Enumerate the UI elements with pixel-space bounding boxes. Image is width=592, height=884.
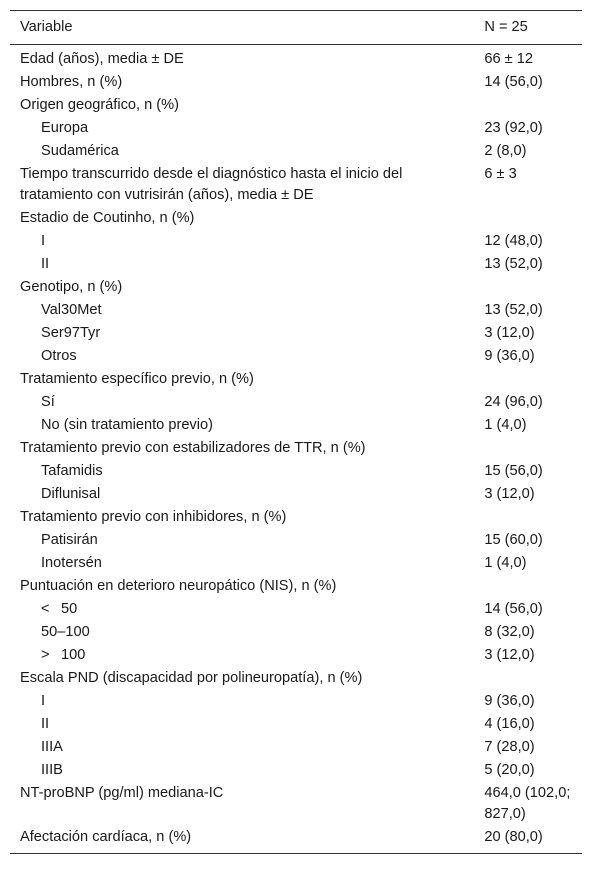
row-variable-cell xyxy=(10,598,474,621)
row-label: IIIB xyxy=(41,762,63,778)
row-value-cell xyxy=(474,506,582,529)
row-label: 50 xyxy=(61,601,78,617)
row-label: IIIA xyxy=(41,739,63,755)
row-label-wrap xyxy=(20,254,49,275)
row-label-wrap xyxy=(20,97,179,113)
row-comparison-symbol: > xyxy=(41,647,50,663)
table-row xyxy=(10,163,582,207)
table-body xyxy=(10,45,582,854)
row-variable-cell xyxy=(10,460,474,483)
row-value-cell: 3 (12,0) xyxy=(484,486,535,502)
table-row xyxy=(10,391,582,414)
table-header-row xyxy=(10,11,582,45)
row-value-cell: 7 (28,0) xyxy=(484,739,535,755)
row-label-wrap xyxy=(20,553,102,574)
row-variable-cell xyxy=(10,826,474,854)
table-row xyxy=(10,437,582,460)
row-value-cell: 23 (92,0) xyxy=(484,120,543,136)
table-row xyxy=(10,621,582,644)
row-label: II xyxy=(41,256,50,272)
row-value-cell: 1 (4,0) xyxy=(484,417,527,433)
table-row xyxy=(10,94,582,117)
row-variable-cell xyxy=(10,690,474,713)
row-variable-cell xyxy=(10,414,474,437)
row-value-cell xyxy=(474,667,582,690)
row-variable-cell xyxy=(10,94,474,117)
row-variable-cell xyxy=(10,437,474,460)
row-value-cell: 4 (16,0) xyxy=(484,716,535,732)
row-label: Genotipo, n (%) xyxy=(20,279,123,295)
row-variable-cell xyxy=(10,140,474,163)
row-variable-cell xyxy=(10,276,474,299)
row-label-wrap xyxy=(20,509,286,525)
row-value-cell: 24 (96,0) xyxy=(484,394,543,410)
row-value-cell: 15 (56,0) xyxy=(484,463,543,479)
row-label-wrap xyxy=(20,691,45,712)
row-variable-cell xyxy=(10,529,474,552)
table-row xyxy=(10,759,582,782)
row-value-cell xyxy=(474,207,582,230)
row-comparison-symbol: < xyxy=(41,601,50,617)
table-row xyxy=(10,644,582,667)
row-label: Otros xyxy=(41,348,77,364)
table-row xyxy=(10,117,582,140)
row-label-wrap xyxy=(20,785,223,801)
row-label: Tratamiento previo con estabilizadores de TTR, n (%) xyxy=(20,440,366,456)
table-row xyxy=(10,598,582,621)
row-label-wrap xyxy=(20,210,194,226)
row-label-wrap xyxy=(20,599,77,620)
header-variable: Variable xyxy=(10,11,474,45)
row-value-cell xyxy=(474,276,582,299)
row-label-wrap xyxy=(20,714,49,735)
row-value-cell: 9 (36,0) xyxy=(484,693,535,709)
row-variable-cell xyxy=(10,667,474,690)
row-value-cell xyxy=(474,437,582,460)
row-label: Edad (años), media ± DE xyxy=(20,51,184,67)
table-row xyxy=(10,506,582,529)
row-label-wrap xyxy=(20,760,63,781)
row-label-wrap xyxy=(20,392,55,413)
table-row xyxy=(10,368,582,391)
table-row xyxy=(10,299,582,322)
row-value-cell: 6 ± 3 xyxy=(484,166,517,182)
row-variable-cell xyxy=(10,759,474,782)
row-label: Tratamiento previo con inhibidores, n (%) xyxy=(20,509,287,525)
row-label-wrap xyxy=(20,300,102,321)
row-label-wrap xyxy=(20,578,336,594)
row-label-wrap xyxy=(20,371,254,387)
row-label: Sí xyxy=(41,394,55,410)
row-label-wrap xyxy=(20,346,77,367)
row-variable-cell xyxy=(10,71,474,94)
table-row xyxy=(10,552,582,575)
table-row xyxy=(10,667,582,690)
row-variable-cell xyxy=(10,552,474,575)
row-variable-cell xyxy=(10,117,474,140)
row-value-cell: 464,0 (102,0; 827,0) xyxy=(484,785,571,822)
row-value-cell: 14 (56,0) xyxy=(484,74,543,90)
row-label-wrap xyxy=(20,141,119,162)
row-value-cell xyxy=(474,575,582,598)
row-label: Ser97Tyr xyxy=(41,325,101,341)
row-label-wrap xyxy=(20,440,366,456)
row-label: Hombres, n (%) xyxy=(20,74,123,90)
table-row xyxy=(10,414,582,437)
table-row xyxy=(10,276,582,299)
row-label: I xyxy=(41,233,46,249)
row-label-wrap xyxy=(20,622,90,643)
row-value-cell: 3 (12,0) xyxy=(484,325,535,341)
row-variable-cell xyxy=(10,163,474,207)
table-row xyxy=(10,826,582,854)
row-label: Diflunisal xyxy=(41,486,101,502)
row-variable-cell xyxy=(10,299,474,322)
row-label-wrap xyxy=(20,670,362,686)
row-label-wrap xyxy=(20,166,402,203)
row-variable-cell xyxy=(10,253,474,276)
row-label-wrap xyxy=(20,415,213,436)
row-label-wrap xyxy=(20,530,98,551)
row-value-cell: 66 ± 12 xyxy=(484,51,533,67)
row-value-cell xyxy=(474,368,582,391)
row-label: 100 xyxy=(61,647,86,663)
table-row xyxy=(10,782,582,826)
table-row xyxy=(10,45,582,72)
row-label: Patisirán xyxy=(41,532,98,548)
row-label-wrap xyxy=(20,74,122,90)
row-value-cell: 13 (52,0) xyxy=(484,302,543,318)
table-row xyxy=(10,483,582,506)
row-variable-cell xyxy=(10,621,474,644)
row-label: Inotersén xyxy=(41,555,102,571)
row-label-wrap xyxy=(20,737,63,758)
row-variable-cell xyxy=(10,45,474,72)
row-label-wrap xyxy=(20,829,191,845)
row-variable-cell xyxy=(10,345,474,368)
row-label: Tiempo transcurrido desde el diagnóstico hasta el inicio del tratamiento con vutrisirán (años), media ± DE xyxy=(20,166,403,203)
table-row xyxy=(10,140,582,163)
row-value-cell: 12 (48,0) xyxy=(484,233,543,249)
row-value-cell: 3 (12,0) xyxy=(484,647,535,663)
row-label: I xyxy=(41,693,46,709)
row-value-cell: 15 (60,0) xyxy=(484,532,543,548)
row-variable-cell xyxy=(10,506,474,529)
table-row xyxy=(10,207,582,230)
row-label-wrap xyxy=(20,323,100,344)
table-row xyxy=(10,230,582,253)
row-variable-cell xyxy=(10,322,474,345)
row-label-wrap xyxy=(20,231,45,252)
row-label: Tafamidis xyxy=(41,463,103,479)
row-variable-cell xyxy=(10,782,474,826)
row-variable-cell xyxy=(10,736,474,759)
row-label: Sudamérica xyxy=(41,143,119,159)
row-label: NT-proBNP (pg/ml) mediana-IC xyxy=(20,785,224,801)
table-row xyxy=(10,253,582,276)
row-variable-cell xyxy=(10,391,474,414)
table-row xyxy=(10,460,582,483)
row-label: Val30Met xyxy=(41,302,102,318)
row-label-wrap xyxy=(20,484,100,505)
row-value-cell: 20 (80,0) xyxy=(474,826,582,854)
row-label-wrap xyxy=(20,645,85,666)
row-value-cell: 13 (52,0) xyxy=(484,256,543,272)
row-label: Tratamiento específico previo, n (%) xyxy=(20,371,254,387)
row-label-wrap xyxy=(20,279,122,295)
row-value-cell xyxy=(474,94,582,117)
row-variable-cell xyxy=(10,230,474,253)
row-variable-cell xyxy=(10,575,474,598)
table-row xyxy=(10,529,582,552)
row-label: Estadio de Coutinho, n (%) xyxy=(20,210,195,226)
row-variable-cell xyxy=(10,483,474,506)
table-row xyxy=(10,575,582,598)
row-label: No (sin tratamiento previo) xyxy=(41,417,213,433)
row-value-cell: 8 (32,0) xyxy=(484,624,535,640)
row-variable-cell xyxy=(10,207,474,230)
row-value-cell: 1 (4,0) xyxy=(484,555,527,571)
row-variable-cell xyxy=(10,368,474,391)
row-value-cell: 2 (8,0) xyxy=(484,143,527,159)
row-label: 50–100 xyxy=(41,624,90,640)
row-variable-cell xyxy=(10,644,474,667)
row-value-cell: 9 (36,0) xyxy=(484,348,535,364)
row-value-cell: 14 (56,0) xyxy=(484,601,543,617)
row-variable-cell xyxy=(10,713,474,736)
table-row xyxy=(10,690,582,713)
row-label: Origen geográfico, n (%) xyxy=(20,97,179,113)
table-row xyxy=(10,322,582,345)
row-label-wrap xyxy=(20,51,184,67)
row-label-wrap xyxy=(20,118,88,139)
table-row xyxy=(10,736,582,759)
table-row xyxy=(10,345,582,368)
patient-characteristics-table xyxy=(10,10,582,854)
row-value-cell: 5 (20,0) xyxy=(484,762,535,778)
table-row xyxy=(10,71,582,94)
header-n: N = 25 xyxy=(474,11,582,45)
row-label: Afectación cardíaca, n (%) xyxy=(20,829,192,845)
row-label: II xyxy=(41,716,50,732)
row-label: Europa xyxy=(41,120,89,136)
table-row xyxy=(10,713,582,736)
row-label: Escala PND (discapacidad por polineuropatía), n (%) xyxy=(20,670,363,686)
row-label-wrap xyxy=(20,461,103,482)
row-label: Puntuación en deterioro neuropático (NIS), n (%) xyxy=(20,578,337,594)
